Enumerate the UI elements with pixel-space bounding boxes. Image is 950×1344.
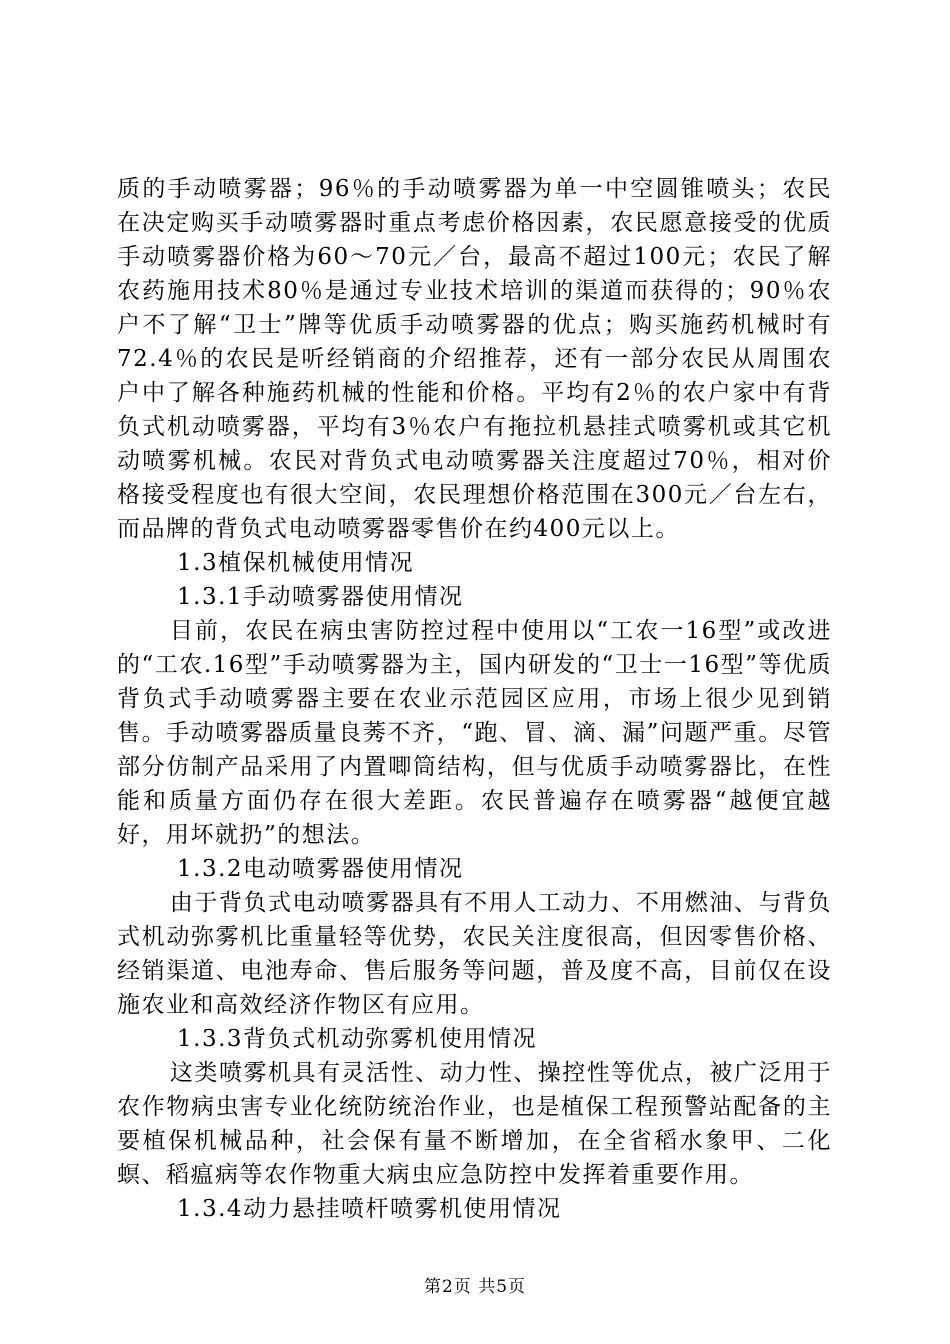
body-text <box>117 172 832 1226</box>
section-heading-1-3-3: 1.3.3背负式机动弥雾机使用情况 <box>177 1026 538 1052</box>
section-heading-1-3-1: 1.3.1手动喷雾器使用情况 <box>177 584 464 610</box>
paragraph-manual-sprayer: 目前，农民在病虫害防控过程中使用以“工农一16型”或改进的“工农.16型”手动喷雾器为主，国内研发的“卫士一16型”等优质背负式手动喷雾器主要在农业示范园区应用，市场上很少见到销售。手动喷雾器质量良莠不齐，“跑、冒、滴、漏”问题严重。尽管部分仿制产品采用了内置唧筒结构，但与优质手动喷雾器比，在性能和质量方面仍存在很大差距。农民普遍存在喷雾器“越便宜越好，用坏就扔”的想法。 <box>117 618 832 848</box>
section-heading-1-3-4: 1.3.4动力悬挂喷杆喷雾机使用情况 <box>177 1196 562 1222</box>
paragraph-mist-blower: 这类喷雾机具有灵活性、动力性、操控性等优点，被广泛用于农作物病虫害专业化统防统治作业，也是植保工程预警站配备的主要植保机械品种，社会保有量不断增加，在全省稻水象甲、二化螟、稻瘟病等农作物重大病虫应急防控中发挥着重要作用。 <box>117 1060 832 1188</box>
paragraph-electric-sprayer: 由于背负式电动喷雾器具有不用人工动力、不用燃油、与背负式机动弥雾机比重量轻等优势，农民关注度很高，但因零售价格、经销渠道、电池寿命、售后服务等问题，普及度不高，目前仅在设施农业和高效经济作物区有应用。 <box>117 890 832 1018</box>
paragraph-continued: 质的手动喷雾器；96％的手动喷雾器为单一中空圆锥喷头；农民在决定购买手动喷雾器时重点考虑价格因素，农民愿意接受的优质手动喷雾器价格为60～70元／台，最高不超过100元；农民了解农药施用技术80％是通过专业技术培训的渠道而获得的；90％农户不了解“卫士”牌等优质手动喷雾器的优点；购买施药机械时有72.4％的农民是听经销商的介绍推荐，还有一部分农民从周围农户中了解各种施药机械的性能和价格。平均有2％的农户家中有背负式机动喷雾器，平均有3％农户有拖拉机悬挂式喷雾机或其它机动喷雾机械。农民对背负式电动喷雾器关注度超过70％，相对价格接受程度也有很大空间，农民理想价格范围在300元／台左右，而品牌的背负式电动喷雾器零售价在约400元以上。 <box>117 176 832 542</box>
section-heading-1-3-2: 1.3.2电动喷雾器使用情况 <box>177 856 464 882</box>
section-heading-1-3: 1.3植保机械使用情况 <box>177 550 415 576</box>
page-footer: 第2页 共5页 <box>423 1277 527 1297</box>
